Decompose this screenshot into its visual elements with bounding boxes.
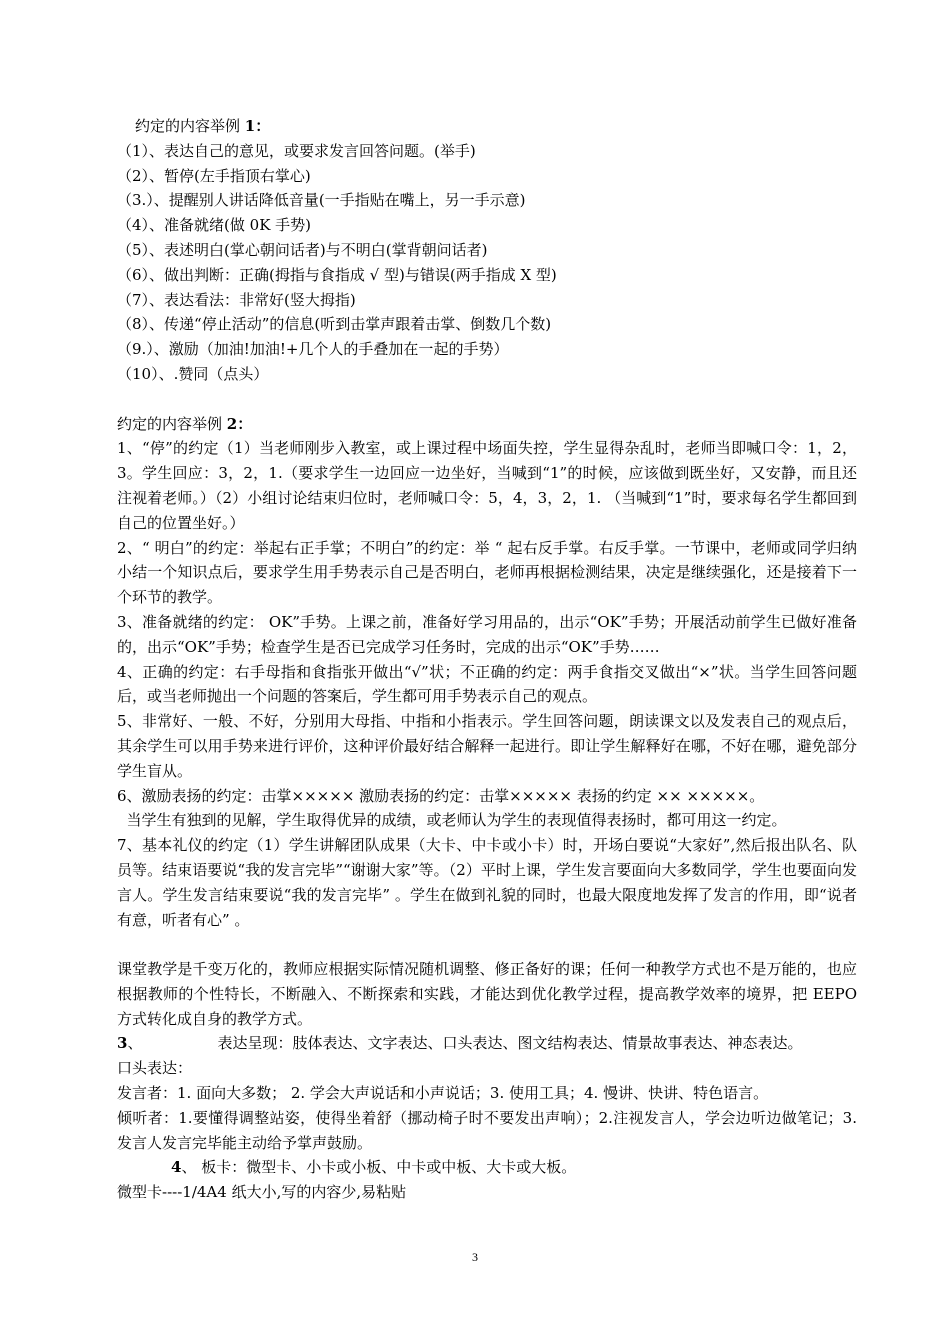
spacer	[117, 932, 857, 957]
example2-heading	[117, 412, 857, 437]
speaker-guidelines: 发言者：1. 面向大多数； 2. 学会大声说话和小声说话；3. 使用工具；4. 慢讲、快讲、特色语言。	[117, 1084, 769, 1103]
heading-number: 1	[244, 117, 256, 135]
example2-paragraph: 7、基本礼仪的约定（1）学生讲解团队成果（大卡、中卡或小卡）时，开场白要说“大家好”,然后报出队名、队员等。结束语要说“我的发言完毕”“谢谢大家”等。（2）平时上课，学生发言要面向大多数同学，学生也要面向发言人。学生发言结束要说“我的发言完毕” 。学生在做到礼貌的同时，也最大限度地发挥了发言的作用，即“说者有意，听者有心” 。	[117, 836, 857, 929]
summary-paragraph: 课堂教学是千变万化的，教师应根据实际情况随机调整、修正备好的课；任何一种教学方式也不是万能的，也应根据教师的个性特长，不断融入、不断探索和实践，才能达到优化教学过程，提高教学效率的境界，把 EEPO 方式转化成自身的教学方式。	[117, 960, 857, 1028]
heading-number: 2	[226, 414, 238, 433]
section-number: 3	[117, 1034, 128, 1053]
section-separator: 、	[127, 1034, 143, 1053]
example1-item: （1）、表达自己的意见，或要求发言回答问题。(举手)	[117, 141, 476, 160]
example2-paragraph: 1、“停”的约定（1）当老师刚步入教室，或上课过程中场面失控，学生显得杂乱时，老师当即喊口令：1，2，3。学生回应：3，2，1.（要求学生一边回应一边坐好，当喊到“1”的时候，应该做到既坐好，又安静，而且还注视着老师。）（2）小组讨论结束归位时，老师喊口令：5，4，3，2，1. （当喊到“1”时，要求每名学生都回到自己的位置坐好。）	[117, 439, 857, 532]
micro-card-text: 纸大小,写的内容少,易粘贴	[226, 1183, 407, 1202]
example1-item: （6）、做出判断：正确(拇指与食指成 √ 型)与错误(两手指成 X 型)	[117, 265, 557, 284]
example1-item: （4）、准备就绪(做 0K 手势)	[117, 216, 312, 235]
section3-heading	[117, 1031, 857, 1056]
page-number: 3	[472, 1250, 478, 1264]
example1-item: （9.）、激励（加油!加油!+几个人的手叠加在一起的手势）	[117, 340, 509, 359]
example1-item: （8）、传递“停止活动”的信息(听到击掌声跟着击掌、倒数几个数)	[117, 315, 552, 334]
example1-item: （7）、表达看法：非常好(竖大拇指)	[117, 290, 356, 309]
example2-paragraph: 2、“ 明白”的约定：举起右正手掌；不明白”的约定：举 “ 起右反手掌。右反手掌。一节课中，老师或同学归纳小结一个知识点后，要求学生用手势表示自己是否明白，老师再根据检测结果，决定是继续强化，还是接着下一个环节的教学。	[117, 538, 857, 607]
spacer	[117, 387, 857, 412]
example2-paragraph: 4、正确的约定：右手母指和食指张开做出“√”状；不正确的约定：两手食指交叉做出“×”状。当学生回答问题后，或当老师抛出一个问题的答案后，学生都可用手势表示自己的观点。	[117, 662, 857, 706]
micro-card-label: 微型卡----1/4A4	[117, 1183, 227, 1202]
section4-heading	[117, 1155, 857, 1180]
section-number: 4	[171, 1158, 182, 1177]
example2-paragraph: 5、非常好、一般、不好，分别用大母指、中指和小指表示。学生回答问题，朗读课文以及发表自己的观点后，其余学生可以用手势来进行评价，这种评价最好结合解释一起进行。即让学生解释好在哪，不好在哪，避免部分学生盲从。	[117, 712, 857, 780]
page-content	[117, 114, 857, 1205]
heading-colon: ：	[255, 117, 271, 135]
heading-text: 约定的内容举例	[117, 414, 223, 433]
heading-text: 约定的内容举例	[135, 117, 241, 135]
micro-card-line	[117, 1180, 857, 1205]
example1-heading	[117, 114, 857, 139]
heading-colon: ：	[237, 414, 253, 433]
listener-guidelines: 倾听者：1.要懂得调整站姿，使得坐着舒（挪动椅子时不要发出声响）；2.注视发言人，学会边听边做笔记；3.发言人发言完毕能主动给予掌声鼓励。	[117, 1108, 857, 1152]
example1-item: （2）、暂停(左手指顶右掌心)	[117, 166, 311, 185]
example2-paragraph: 3、准备就绪的约定： OK”手势。上课之前，准备好学习用品的，出示“OK”手势；开展活动前学生已做好准备的，出示“OK”手势；检查学生是否已完成学习任务时，完成的出示“OK”手势……	[117, 612, 857, 656]
oral-expression-label: 口头表达：	[117, 1059, 193, 1078]
example2-paragraph: 6、激励表扬的约定：击掌××××× 激励表扬的约定：击掌××××× 表扬的约定 ×× ×××××。	[117, 786, 765, 805]
section-text: 、 板卡：微型卡、小卡或小板、中卡或中板、大卡或大板。	[181, 1158, 577, 1177]
example1-item: （5）、表述明白(掌心朝问话者)与不明白(掌背朝问话者)	[117, 240, 488, 259]
example2-paragraph: 当学生有独到的见解，学生取得优异的成绩，或老师认为学生的表现值得表扬时，都可用这一约定。	[117, 811, 787, 830]
example1-item: （3.）、提醒别人讲话降低音量(一手指贴在嘴上，另一手示意)	[117, 191, 526, 210]
example1-item: （10）、.赞同（点头）	[117, 364, 269, 383]
section-text: 表达呈现：肢体表达、文字表达、口头表达、图文结构表达、情景故事表达、神态表达。	[217, 1034, 803, 1053]
